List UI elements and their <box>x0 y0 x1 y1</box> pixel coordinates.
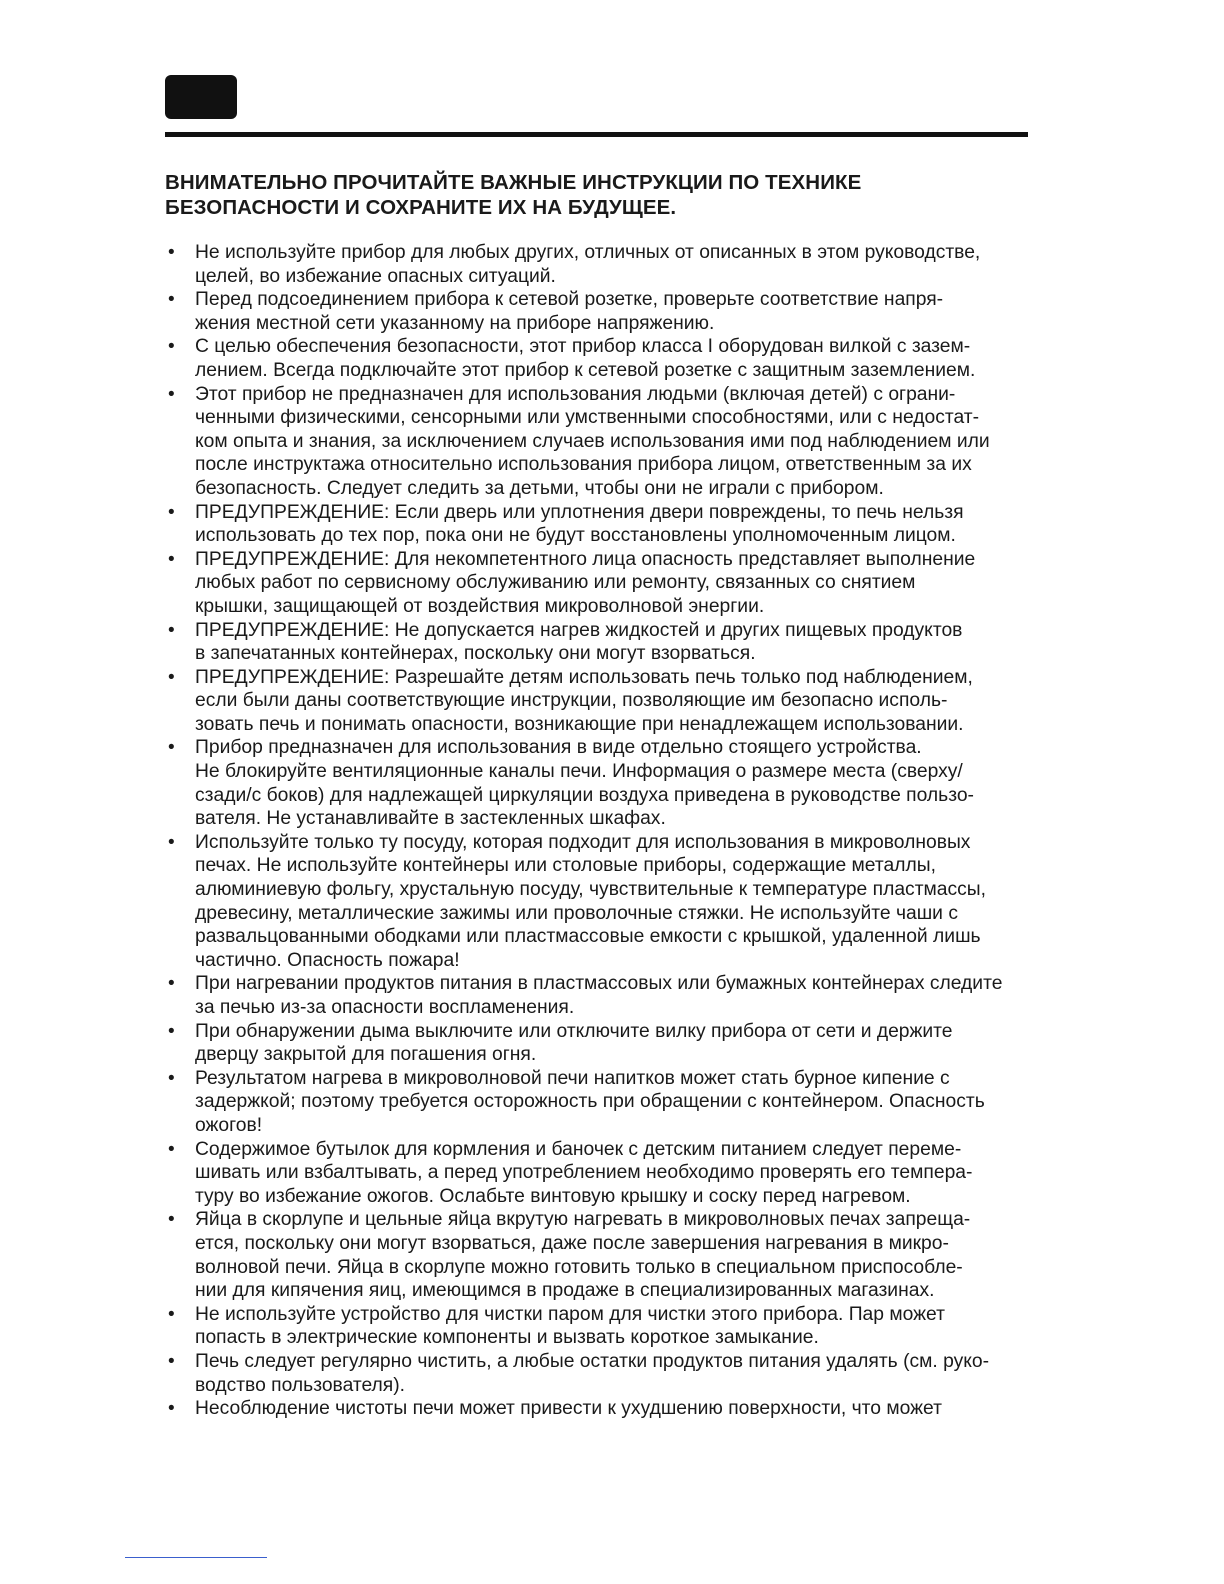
bullet-icon: • <box>168 1209 175 1231</box>
bullet-icon: • <box>168 1067 175 1089</box>
list-item-line: безопасность. Следует следить за детьми, чтобы они не играли с прибором. <box>195 477 884 499</box>
list-item-line: Результатом нагрева в микроволновой печи напитков может стать бурное кипение с <box>195 1067 950 1089</box>
bullet-icon: • <box>168 548 175 570</box>
list-item-line: нии для кипячения яиц, имеющимся в продаже в специализированных магазинах. <box>195 1280 935 1302</box>
list-item-line: Печь следует регулярно чистить, а любые остатки продуктов питания удалять (см. руко- <box>195 1350 990 1372</box>
list-item-line: алюминиевую фольгу, хрустальную посуду, чувствительные к температуре пластмассы, <box>195 879 986 901</box>
list-item-line: Не используйте устройство для чистки паром для чистки этого прибора. Пар может <box>195 1303 945 1325</box>
list-item-line: после инструктажа относительно использования прибора лицом, ответственным за их <box>195 454 972 476</box>
list-item <box>165 619 1095 666</box>
bullet-icon: • <box>168 1138 175 1160</box>
list-item-line: за печью из-за опасности воспламенения. <box>195 997 575 1018</box>
list-item-line: попасть в электрические компоненты и вызвать короткое замыкание. <box>195 1327 819 1349</box>
footer-link-underline <box>125 1557 267 1558</box>
bullet-icon: • <box>168 501 175 523</box>
list-item <box>165 383 1095 501</box>
list-item-line: частично. Опасность пожара! <box>195 949 460 971</box>
list-item <box>165 335 1095 382</box>
bullet-icon: • <box>168 1350 175 1372</box>
list-item-line: крышки, защищающей от воздействия микроволновой энергии. <box>195 595 765 617</box>
list-item-line: ется, поскольку они могут взорваться, даже после завершения нагревания в микро- <box>195 1232 949 1254</box>
list-item-line: Содержимое бутылок для кормления и баночек с детским питанием следует переме- <box>195 1138 962 1160</box>
bullet-icon: • <box>168 666 175 688</box>
bullet-icon: • <box>168 737 175 759</box>
list-item-line: Яйца в скорлупе и цельные яйца вкрутую нагревать в микроволновых печах запреща- <box>195 1209 971 1231</box>
bullet-icon: • <box>168 336 175 358</box>
list-item <box>165 501 1095 548</box>
bullet-icon: • <box>168 1303 175 1325</box>
list-item <box>165 288 1095 335</box>
list-item-line: ПРЕДУПРЕЖДЕНИЕ: Для некомпетентного лица опасность представляет выполнение <box>195 548 976 570</box>
list-item-line: При обнаружении дыма выключите или отключите вилку прибора от сети и держите <box>195 1020 953 1042</box>
bullet-icon: • <box>168 973 175 995</box>
list-item-line: Прибор предназначен для использования в виде отдельно стоящего устройства. <box>195 737 922 759</box>
list-item-line: сзади/с боков) для надлежащей циркуляции воздуха приведена в руководстве пользо- <box>195 784 974 806</box>
list-item-line: ПРЕДУПРЕЖДЕНИЕ: Разрешайте детям использовать печь только под наблюдением, <box>195 666 973 688</box>
list-item-line: Перед подсоединением прибора к сетевой розетке, проверьте соответствие напря- <box>195 289 944 311</box>
list-item-line: ожогов! <box>195 1114 263 1136</box>
list-item <box>165 1208 1095 1302</box>
list-item-line: в запечатанных контейнерах, поскольку они могут взорваться. <box>195 643 756 665</box>
bullet-icon: • <box>168 289 175 311</box>
heading-line-1: ВНИМАТЕЛЬНО ПРОЧИТАЙТЕ ВАЖНЫЕ ИНСТРУКЦИИ ПО ТЕХНИКЕ <box>165 171 862 194</box>
list-item-line: Не блокируйте вентиляционные каналы печи. Информация о размере места (сверху/ <box>195 761 963 783</box>
list-item <box>165 831 1095 973</box>
list-item-line: Не используйте прибор для любых других, отличных от описанных в этом руководстве, <box>195 242 981 263</box>
list-item-line: использовать до тех пор, пока они не будут восстановлены уполномоченным лицом. <box>195 525 956 547</box>
list-item-line: древесину, металлические зажимы или проволочные стяжки. Не используйте чаши с <box>195 902 958 924</box>
list-item <box>165 241 1095 288</box>
list-item-line: шивать или взбалтывать, а перед употреблением необходимо проверять его темпера- <box>195 1162 973 1184</box>
list-item <box>165 666 1095 737</box>
list-item-line: ПРЕДУПРЕЖДЕНИЕ: Если дверь или уплотнения двери повреждены, то печь нельзя <box>195 501 964 523</box>
list-item-line: водство пользователя). <box>195 1374 406 1396</box>
list-item-line: печах. Не используйте контейнеры или столовые приборы, содержащие металлы, <box>195 855 936 877</box>
list-item <box>165 1020 1095 1067</box>
bullet-icon: • <box>168 619 175 641</box>
list-item-line: целей, во избежание опасных ситуаций. <box>195 265 556 287</box>
list-item <box>165 736 1095 830</box>
header-divider <box>165 132 1028 137</box>
list-item-line: дверцу закрытой для погашения огня. <box>195 1044 537 1066</box>
list-item <box>165 972 1095 1019</box>
list-item <box>165 1350 1095 1397</box>
list-item-line: ПРЕДУПРЕЖДЕНИЕ: Не допускается нагрев жидкостей и других пищевых продуктов <box>195 619 963 641</box>
list-item-line: волновой печи. Яйца в скорлупе можно готовить только в специальном приспособле- <box>195 1256 963 1278</box>
list-item <box>165 1138 1095 1209</box>
list-item <box>165 1397 1095 1421</box>
bullet-icon: • <box>168 1020 175 1042</box>
list-item-line: При нагревании продуктов питания в пластмассовых или бумажных контейнерах следите <box>195 973 1003 995</box>
list-item <box>165 548 1095 619</box>
list-item-line: жения местной сети указанному на приборе напряжению. <box>195 312 715 334</box>
list-item-line: ченными физическими, сенсорными или умственными способностями, или с недостат- <box>195 407 980 429</box>
list-item-line: если были даны соответствующие инструкции, позволяющие им безопасно исполь- <box>195 690 948 712</box>
bullet-icon: • <box>168 383 175 405</box>
list-item-line: ком опыта и знания, за исключением случаев использования ими под наблюдением или <box>195 430 990 452</box>
list-item-line: Несоблюдение чистоты печи может привести к ухудшению поверхности, что может <box>195 1398 942 1420</box>
bullet-icon: • <box>168 242 175 263</box>
bullet-icon: • <box>168 1398 175 1420</box>
bullet-icon: • <box>168 831 175 853</box>
list-item-line: туру во избежание ожогов. Ослабьте винтовую крышку и соску перед нагревом. <box>195 1185 911 1207</box>
heading-line-2: БЕЗОПАСНОСТИ И СОХРАНИТЕ ИХ НА БУДУЩЕЕ. <box>165 196 677 219</box>
list-item <box>165 1067 1095 1138</box>
list-item-line: вателя. Не устанавливайте в застекленных шкафах. <box>195 808 666 830</box>
list-item-line: Этот прибор не предназначен для использования людьми (включая детей) с ограни- <box>195 383 956 405</box>
list-item-line: лением. Всегда подключайте этот прибор к сетевой розетке с защитным заземлением. <box>195 359 976 381</box>
safety-instructions-list <box>165 241 1095 1421</box>
safety-heading <box>165 170 1065 220</box>
list-item-line: развальцованными ободками или пластмассовые емкости с крышкой, удаленной лишь <box>195 926 981 948</box>
language-tab-marker <box>165 75 237 119</box>
list-item-line: зовать печь и понимать опасности, возникающие при ненадлежащем использовании. <box>195 713 964 735</box>
list-item-line: задержкой; поэтому требуется осторожность при обращении с контейнером. Опасность <box>195 1091 985 1113</box>
list-item-line: С целью обеспечения безопасности, этот прибор класса I оборудован вилкой с зазем- <box>195 336 971 358</box>
list-item <box>165 1303 1095 1350</box>
list-item-line: любых работ по сервисному обслуживанию или ремонту, связанных со снятием <box>195 572 916 594</box>
list-item-line: Используйте только ту посуду, которая подходит для использования в микроволновых <box>195 831 971 853</box>
